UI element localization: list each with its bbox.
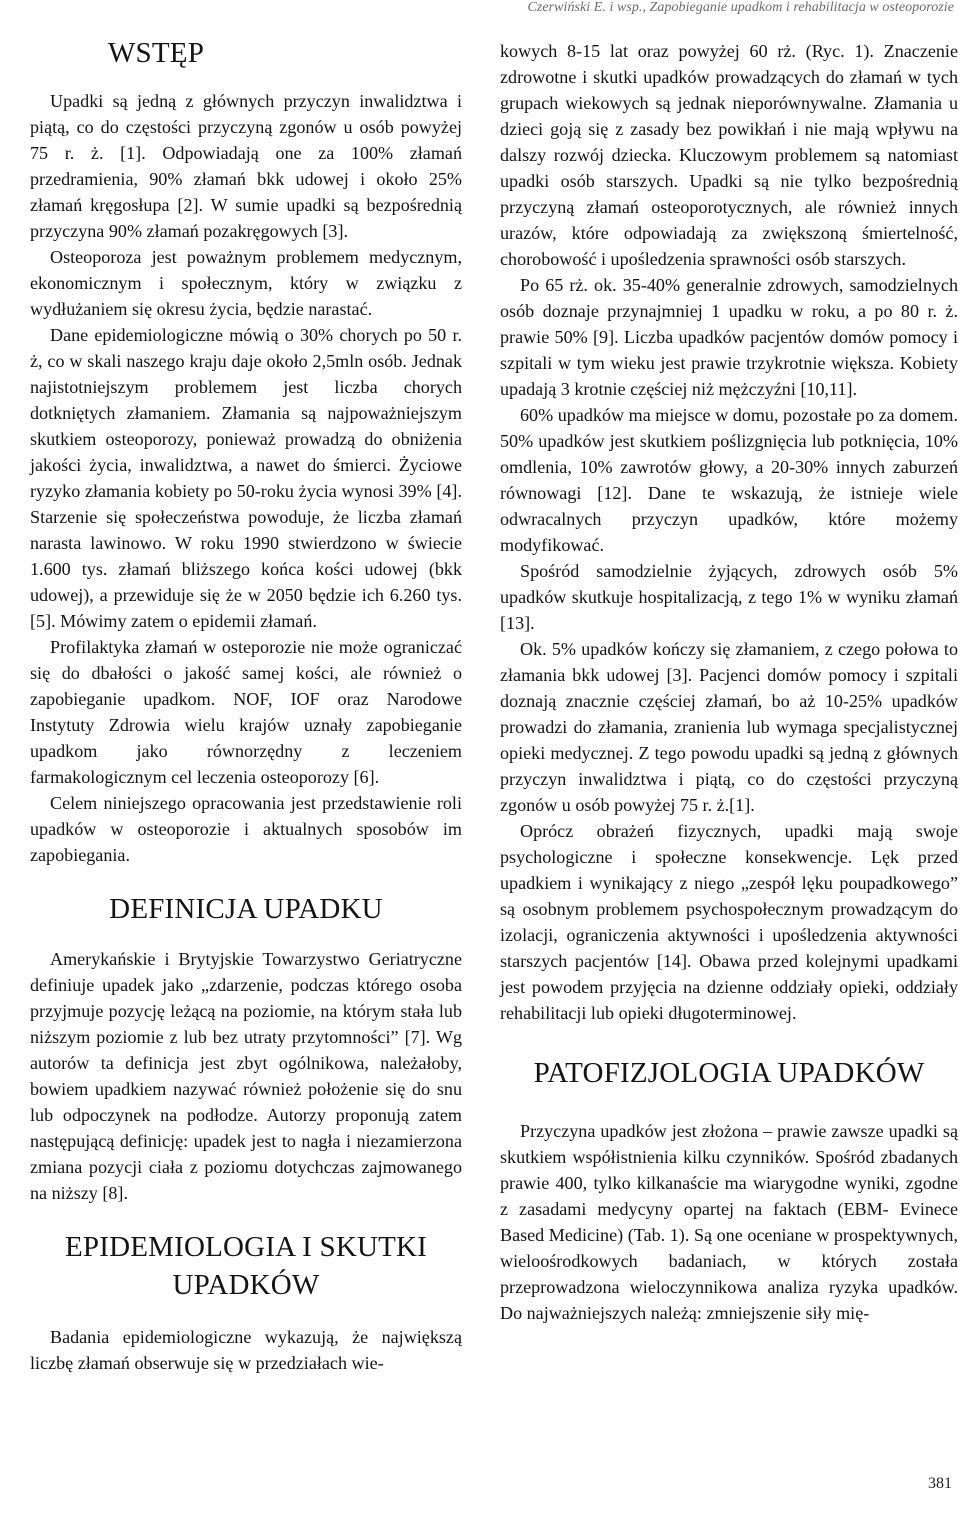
left-column [30,0,462,1376]
paragraph-epidemiologia-2: kowych 8-15 lat oraz powyżej 60 rż. (Ryc. 1). Znaczenie zdrowotne i skutki upadków prowadzących do złamań w tych grupach wiekowych są jednak nieporównywalne. Złamania u dzieci goją się z zasady bez powikłań i nie mają wpływu na dalszy rozwój dziecka. Kluczowym problemem są natomiast upadki osób starszych. Upadki są nie tylko bezpośrednią przyczyną złamań osteoporotycznych, ale również innych urazów, które odpowiadają za zwiększoną śmiertelność, chorobowość i upośledzenia sprawności osób starszych. [500,41,958,269]
paragraph-epidemiologia-6: Ok. 5% upadków kończy się złamaniem, z czego połowa to złamania bkk udowej [3]. Pacjenci domów pomocy i szpitali doznają znacznie częściej złamań, bo aż 10-25% upadków prowadzi do złamania, zranienia lub wymaga specjalistycznej opieki medycznej. Z tego powodu upadki są jedną z głównych przyczyn inwalidztwa i piątą, co do częstości przyczyną zgonów u osób powyżej 75 r. ż.[1]. [500,639,958,815]
paragraph-wstep-1: Upadki są jedną z głównych przyczyn inwalidztwa i piątą, co do częstości przyczyną zgonów u osób powyżej 75 r. ż. [1]. Odpowiadają one za 100% złamań przedramienia, 90% złamań bkk udowej i około 25% złamań kręgosłupa [2]. W sumie upadki są bezpośrednią przyczyna 90% złamań pozakręgowych [3]. [30,91,462,241]
section-heading-patofizjologia: PATOFIZJOLOGIA UPADKÓW [533,1057,925,1089]
paragraph-patofizjologia-1: Przyczyna upadków jest złożona – prawie zawsze upadki są skutkiem współistnienia kilku czynników. Spośród zbadanych prawie 400, tylko kilkanaście ma wiarygodne wyniki, zgodne z zasadami medycyny opartej na faktach (EBM- Evinece Based Medicine) (Tab. 1). Są one oceniane w prospektywnych, wieloośrodkowych badaniach, w których została przeprowadzona wieloczynnikowa analiza ryzyka upadków. Do najważniejszych należą: zmniejszenie siły mię- [500,1121,958,1323]
paragraph-epidemiologia-1: Badania epidemiologiczne wykazują, że największą liczbę złamań obserwuje się w przedziałach wie- [30,1327,462,1373]
paragraph-wstep-3: Dane epidemiologiczne mówią o 30% chorych po 50 r. ż, co w skali naszego kraju daje około 2,5mln osób. Jednak najistotniejszym problemem jest liczba chorych dotkniętych złamaniem. Złamania są najpoważniejszym skutkiem osteoporozy, ponieważ prowadzą do obniżenia jakości życia, inwalidztwa, a nawet do śmierci. Życiowe ryzyko złamania kobiety po 50-roku życia wynosi 39% [4]. Starzenie się społeczeństwa powoduje, że liczba złamań narasta lawinowo. W roku 1990 stwierdzono w świecie 1.600 tys. złamań bliższego końca kości udowej (bkk udowej), a przewiduje się że w 2050 będzie ich 6.260 tys. [5]. Mówimy zatem o epidemii złamań. [30,325,462,631]
paragraph-epidemiologia-7: Oprócz obrażeń fizycznych, upadki mają swoje psychologiczne i społeczne konsekwencje. Lęk przed upadkiem i wynikający z niego „zespół lęku poupadkowego” są osobnym problemem psychospołecznym prowadzącym do izolacji, ograniczenia aktywności i upośledzenia aktywności starszych pacjentów [14]. Obawa przed kolejnymi upadkami jest powodem przyjęcia na dzienne oddziały opieki, oddziały rehabilitacji lub opieki długoterminowej. [500,821,958,1023]
right-column [500,0,958,1326]
section-heading-epidemiologia-line1: EPIDEMIOLOGIA I SKUTKI [64,1231,428,1263]
paragraph-wstep-2: Osteoporoza jest poważnym problemem medycznym, ekonomicznym i społecznym, który w związku z wydłużaniem się okresu życia, będzie narastać. [30,247,462,319]
paragraph-wstep-5: Celem niniejszego opracowania jest przedstawienie roli upadków w osteoporozie i aktualnych sposobów im zapobiegania. [30,793,462,865]
section-heading-epidemiologia [30,1206,462,1324]
paragraph-epidemiologia-5: Spośród samodzielnie żyjących, zdrowych osób 5% upadków skutkuje hospitalizacją, z tego 1% w wyniku złamań [13]. [500,561,958,633]
section-heading-epidemiologia-line2: UPADKÓW [172,1269,320,1301]
section-heading-wstep: WSTĘP [107,37,205,69]
paragraph-epidemiologia-4: 60% upadków ma miejsce w domu, pozostałe po za domem. 50% upadków jest skutkiem poślizgnięcia lub potknięcia, 10% omdlenia, 10% zawrotów głowy, a 20-30% innych zaburzeń równowagi [12]. Dane te wskazują, że istnieje wiele odwracalnych przyczyn upadków, które możemy modyfikować. [500,405,958,555]
paragraph-epidemiologia-3: Po 65 rż. ok. 35-40% generalnie zdrowych, samodzielnych osób doznaje przynajmniej 1 upadku w roku, a po 80 r. ż. prawie 50% [9]. Liczba upadków pacjentów domów pomocy i szpitali w tym wieku jest prawie trzykrotnie większa. Kobiety upadają 3 krotnie częściej niż mężczyźni [10,11]. [500,275,958,399]
paragraph-definicja-1: Amerykańskie i Brytyjskie Towarzystwo Geriatryczne definiuje upadek jako „zdarzenie, podczas którego osoba przyjmuje pozycję leżącą na poziomie, na którym stała lub niższym poziomie z lub bez utraty przytomności” [7]. Wg autorów ta definicja jest zbyt ogólnikowa, należałoby, bowiem upadkiem nazywać również położenie się do snu lub odpoczynek na podłodze. Autorzy proponują zatem następującą definicję: upadek jest to nagła i niezamierzona zmiana pozycji ciała z poziomu dotychczas zajmowanego na niższy [8]. [30,949,462,1203]
section-heading-definicja: DEFINICJA UPADKU [109,893,383,925]
running-head: Czerwiński E. i wsp., Zapobieganie upadkom i rehabilitacja w osteoporozie [527,0,954,15]
paragraph-wstep-4: Profilaktyka złamań w osteporozie nie może ograniczać się do dbałości o jakość samej kości, ale również o zapobieganie upadkom. NOF, IOF oraz Narodowe Instytuty Zdrowia wielu krajów uznały zapobieganie upadkom jako równorzędny z leczeniem farmakologicznym cel leczenia osteoporozy [6]. [30,637,462,787]
page-number: 381 [928,1475,952,1492]
